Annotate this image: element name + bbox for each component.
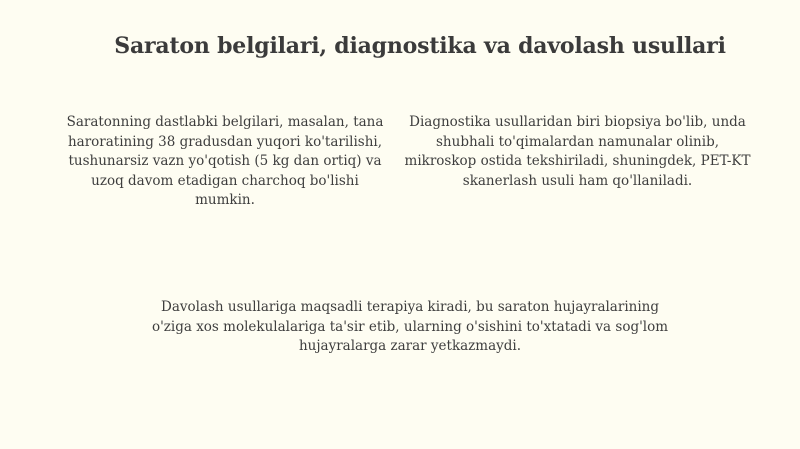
diagnostics-paragraph: Diagnostika usullaridan biri biopsiya bo'lib, unda shubhali to'qimalardan namunalar olinib, mikroskop ostida tekshiriladi, shuningdek, PET-KT skanerlash usuli ham qo'llaniladi. [404, 114, 751, 189]
treatment-paragraph: Davolash usullariga maqsadli terapiya kiradi, bu saraton hujayralarining o'ziga xos molekulalariga ta'sir etib, ularning o'sishini to'xtatadi va sog'lom hujayralarga zarar yetkazmaydi. [151, 299, 669, 354]
slide-title: Saraton belgilari, diagnostika va davolash usullari [114, 33, 726, 59]
symptoms-paragraph: Saratonning dastlabki belgilari, masalan, tana haroratining 38 gradusdan yuqori ko'tarilishi, tushunarsiz vazn yo'qotish (5 kg dan ortiq) va uzoq davom etadigan charchoq bo'lishi mumkin. [66, 114, 384, 208]
